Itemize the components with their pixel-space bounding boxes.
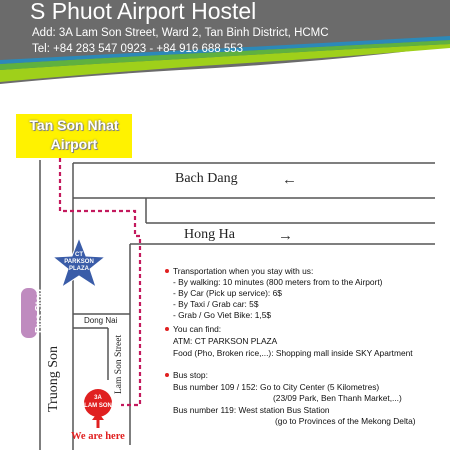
transport-item: - Grab / Go Viet Bike: 1,5$ [173,310,272,320]
right-arrow-icon: → [278,227,293,244]
find-title: You can find: [173,324,222,334]
parkson-line2: PARKSON [64,259,94,265]
parkson-label [58,252,100,273]
bach-dang-label: Bach Dang [175,171,238,186]
parkson-line1: CT [75,252,83,258]
left-arrow-icon: ← [282,171,297,188]
bullet-icon [165,269,169,273]
bus-stop-label: Bus Stop [34,289,45,333]
transport-item: - By walking: 10 minutes (800 meters from to the Airport) [173,277,383,287]
hostel-address: Add: 3A Lam Son Street, Ward 2, Tan Binh District, HCMC [32,27,329,39]
airport-label-line2: Airport [50,136,98,152]
transport-item: - By Taxi / Grab car: 5$ [173,299,259,309]
badge-line1: 3A [94,395,102,401]
lam-son-label: Lam Son Street [114,334,124,394]
hostel-telephone: Tel: +84 283 547 0923 - +84 916 688 553 [32,43,244,55]
dong-nai-label: Dong Nai [84,316,118,325]
hostel-badge-label [84,394,112,410]
bus-item: (23/09 Park, Ben Thanh Market,...) [273,393,402,403]
we-are-here-label: We are here [71,431,125,442]
bus-item: (go to Provinces of the Mekong Delta) [275,416,416,426]
parkson-line3: PLAZA [69,266,89,272]
find-item: Food (Pho, Broken rice,...): Shopping mall inside SKY Apartment [173,348,413,358]
truong-son-label: Truong Son [46,345,61,412]
bus-item: Bus number 109 / 152: Go to City Center (5 Kilometres) [173,382,380,392]
bus-title: Bus stop: [173,370,208,380]
airport-label-line1: Tan Son Nhat [29,117,119,133]
walking-route [60,158,140,405]
transport-title: Transportation when you stay with us: [173,266,314,276]
bus-item: Bus number 119: West station Bus Station [173,405,330,415]
bullet-icon [165,373,169,377]
bullet-icon [165,327,169,331]
hong-ha-label: Hong Ha [184,227,235,242]
badge-line2: LAM SON [84,403,112,409]
airport-sign [16,114,132,158]
transport-item: - By Car (Pick up service): 6$ [173,288,282,298]
hostel-name: S Phuot Airport Hostel [30,0,257,24]
find-item: ATM: CT PARKSON PLAZA [173,336,278,346]
